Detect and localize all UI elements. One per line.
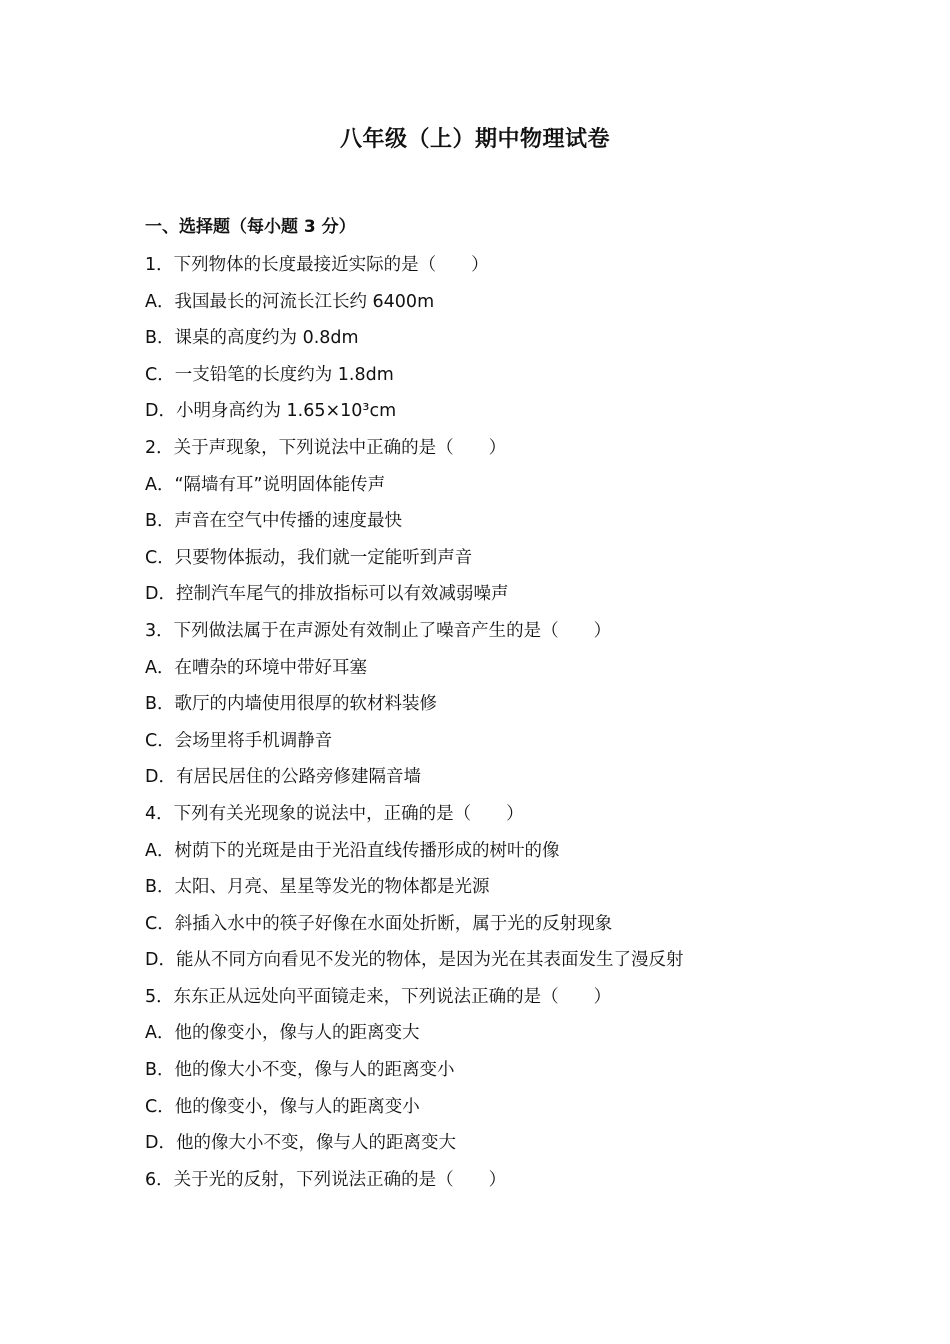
question-3-option-c: C．会场里将手机调静音 xyxy=(145,730,333,751)
question-4-option-d: D．能从不同方向看见不发光的物体，是因为光在其表面发生了漫反射 xyxy=(145,950,684,971)
question-5-option-b: B．他的像大小不变，像与人的距离变小 xyxy=(145,1060,455,1081)
question-1-option-a: A．我国最长的河流长江长约 6400m xyxy=(145,291,435,312)
question-5-option-c: C．他的像变小，像与人的距离变小 xyxy=(145,1096,420,1117)
question-4-option-b: B．太阳、月亮、星星等发光的物体都是光源 xyxy=(145,877,490,898)
question-3-option-a: A．在嘈杂的环境中带好耳塞 xyxy=(145,657,367,678)
question-5-stem: 5．东东正从远处向平面镜走来，下列说法正确的是（ ） xyxy=(145,986,612,1007)
question-4-stem: 4．下列有关光现象的说法中，正确的是（ ） xyxy=(145,803,524,824)
question-2-option-d: D．控制汽车尾气的排放指标可以有效减弱噪声 xyxy=(145,584,509,605)
question-3-stem: 3．下列做法属于在声源处有效制止了噪音产生的是（ ） xyxy=(145,620,612,641)
question-1-option-c: C．一支铅笔的长度约为 1.8dm xyxy=(145,364,394,385)
question-5-option-d: D．他的像大小不变，像与人的距离变大 xyxy=(145,1133,456,1154)
question-1-option-b: B．课桌的高度约为 0.8dm xyxy=(145,328,359,349)
question-2-option-b: B．声音在空气中传播的速度最快 xyxy=(145,511,403,532)
question-6-stem: 6．关于光的反射，下列说法正确的是（ ） xyxy=(145,1169,507,1190)
page-title: 八年级（上）期中物理试卷 xyxy=(339,127,610,152)
question-1-option-d: D．小明身高约为 1.65×10³cm xyxy=(145,401,397,422)
question-4-option-c: C．斜插入水中的筷子好像在水面处折断，属于光的反射现象 xyxy=(145,913,613,934)
question-2-option-a: A．“隔墙有耳”说明固体能传声 xyxy=(145,474,386,495)
question-2-stem: 2．关于声现象，下列说法中正确的是（ ） xyxy=(145,437,507,458)
question-3-option-d: D．有居民居住的公路旁修建隔音墙 xyxy=(145,767,421,788)
question-5-option-a: A．他的像变小，像与人的距离变大 xyxy=(145,1023,420,1044)
question-3-option-b: B．歌厅的内墙使用很厚的软材料装修 xyxy=(145,694,438,715)
section-heading: 一、选择题（每小题 3 分） xyxy=(145,217,356,237)
question-list xyxy=(145,247,865,1198)
question-1-stem: 1．下列物体的长度最接近实际的是（ ） xyxy=(145,255,489,275)
question-2-option-c: C．只要物体振动，我们就一定能听到声音 xyxy=(145,547,473,568)
question-4-option-a: A．树荫下的光斑是由于光沿直线传播形成的树叶的像 xyxy=(145,840,560,861)
